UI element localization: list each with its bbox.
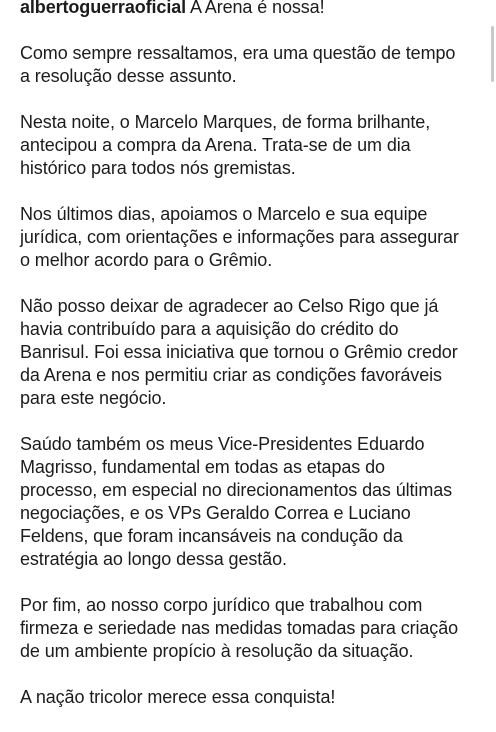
caption-title: A Arena é nossa! xyxy=(189,0,325,17)
caption-paragraph-5 xyxy=(20,433,480,571)
text-line: Banrisul. Foi essa iniciativa que tornou o Grêmio credor xyxy=(20,342,458,362)
text-line: o melhor acordo para o Grêmio. xyxy=(20,250,273,270)
text-line: de um ambiente propício à resolução da situação. xyxy=(20,641,414,661)
caption-paragraph-1 xyxy=(20,42,480,88)
text-line: da Arena e nos permitiu criar as condições favoráveis xyxy=(20,365,442,385)
text-line: havia contribuído para a aquisição do crédito do xyxy=(20,319,399,339)
username-link[interactable]: albertoguerraoficial xyxy=(20,0,187,17)
text-line: Saúdo também os meus Vice-Presidentes Eduardo xyxy=(20,434,425,454)
text-line: firmeza e seriedade nas medidas tomadas para criação xyxy=(20,618,459,638)
text-line: estratégia ao longo dessa gestão. xyxy=(20,549,287,569)
caption-paragraph-4 xyxy=(20,295,480,410)
caption-paragraph-2 xyxy=(20,111,480,180)
caption-paragraph-7 xyxy=(20,686,480,709)
text-line: a resolução desse assunto. xyxy=(20,66,237,86)
text-line: jurídica, com orientações e informações para assegurar xyxy=(20,227,459,247)
text-line: A nação tricolor merece essa conquista! xyxy=(20,687,336,707)
text-line: Magrisso, fundamental em todas as etapas do xyxy=(20,457,385,477)
text-line: Nesta noite, o Marcelo Marques, de forma brilhante, xyxy=(20,112,431,132)
caption-header xyxy=(20,0,480,19)
text-line: Nos últimos dias, apoiamos o Marcelo e sua equipe xyxy=(20,204,428,224)
text-line: negociações, e os VPs Geraldo Correa e Luciano xyxy=(20,503,411,523)
text-line: processo, em especial no direcionamentos das últimas xyxy=(20,480,453,500)
text-line: Feldens, que foram incansáveis na condução da xyxy=(20,526,403,546)
caption-paragraph-6 xyxy=(20,594,480,663)
post-caption xyxy=(20,0,480,732)
text-line: histórico para todos nós gremistas. xyxy=(20,158,296,178)
caption-paragraph-3 xyxy=(20,203,480,272)
text-line: Por fim, ao nosso corpo jurídico que trabalhou com xyxy=(20,595,423,615)
scrollbar[interactable] xyxy=(491,26,494,82)
text-line: para este negócio. xyxy=(20,388,167,408)
text-line: Como sempre ressaltamos, era uma questão de tempo xyxy=(20,43,456,63)
text-line: antecipou a compra da Arena. Trata-se de um dia xyxy=(20,135,411,155)
text-line: Não posso deixar de agradecer ao Celso Rigo que já xyxy=(20,296,439,316)
